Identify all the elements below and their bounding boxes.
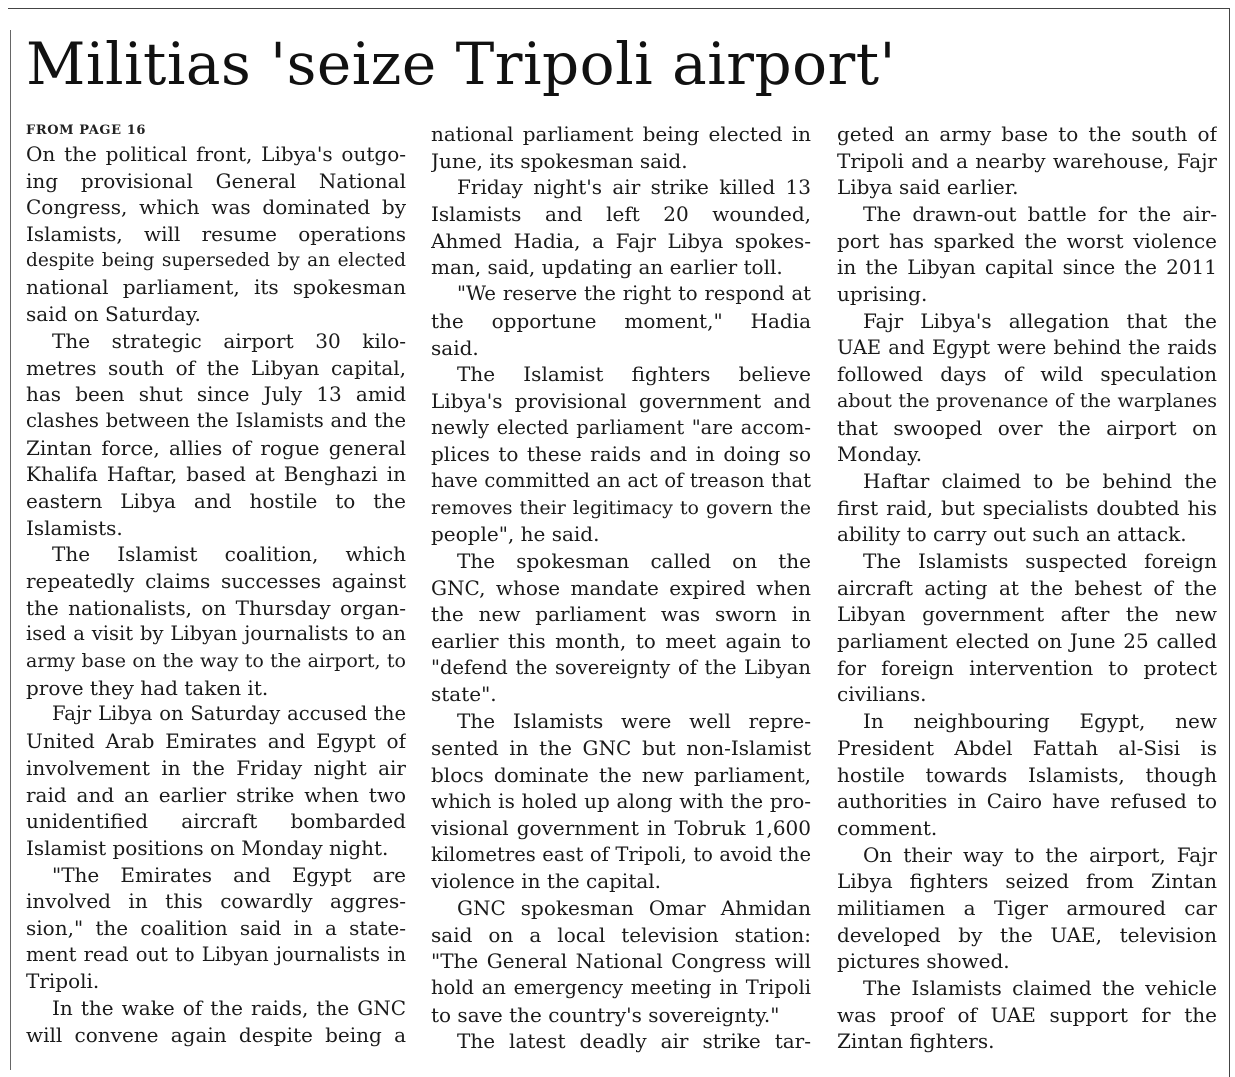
text-line: The Islamist fighters believe xyxy=(457,362,811,387)
text-line: which is holed up along with the pro- xyxy=(431,789,811,814)
text-line: The spokesman called on the xyxy=(457,549,811,573)
text-line: clashes between the Islamists and the xyxy=(26,408,406,432)
text-line: involvement in the Friday night air xyxy=(26,755,406,780)
text-line: Libya said earlier. xyxy=(837,175,1019,200)
text-line: Islamists. xyxy=(26,515,123,540)
text-line: "The Emirates and Egypt are xyxy=(52,862,406,887)
text-line: June, its spokesman said. xyxy=(431,148,688,173)
text-line: hold an emergency meeting in Tripoli xyxy=(431,976,811,999)
text-line: have committed an act of treason that xyxy=(431,468,811,492)
text-line: eastern Libya and hostile to the xyxy=(26,488,406,513)
text-line: to save the country's sovereignty." xyxy=(431,1002,780,1027)
text-line: United Arab Emirates and Egypt of xyxy=(26,729,406,754)
text-line: has been shut since July 13 amid xyxy=(26,382,406,407)
text-line: Fajr Libya on Saturday accused the xyxy=(52,702,406,726)
text-line: ability to carry out such an attack. xyxy=(837,522,1187,547)
text-line: army base on the way to the airport, to xyxy=(26,650,406,673)
text-line: Congress, which was dominated by xyxy=(26,195,406,220)
text-line: said. xyxy=(431,335,479,360)
text-line: port has sparked the worst violence xyxy=(837,228,1217,253)
text-line: Monday. xyxy=(837,442,923,467)
text-line: ing provisional General National xyxy=(26,168,406,193)
text-line: UAE and Egypt were behind the raids xyxy=(837,335,1217,359)
kicker-from-page: FROM PAGE 16 xyxy=(26,123,147,138)
text-line: "The General National Congress will xyxy=(431,949,811,974)
text-line: developed by the UAE, television xyxy=(837,922,1217,947)
text-line: geted an army base to the south of xyxy=(837,122,1217,146)
text-line: said on Saturday. xyxy=(26,302,201,327)
text-line: uprising. xyxy=(837,282,928,307)
text-line: "We reserve the right to respond at xyxy=(457,282,811,306)
text-line: Friday night's air strike killed 13 xyxy=(457,175,811,200)
text-line: Fajr Libya's allegation that the xyxy=(863,308,1217,333)
text-line: the new parliament was sworn in xyxy=(431,602,811,627)
text-line: sion," the coalition said in a state- xyxy=(26,915,406,940)
column-2-body xyxy=(431,121,811,1055)
text-line: first raid, but specialists doubted his xyxy=(837,495,1217,520)
text-line: The Islamists suspected foreign xyxy=(863,549,1217,573)
text-line: In the wake of the raids, the GNC xyxy=(52,996,406,1020)
text-line: militiamen a Tiger armoured car xyxy=(837,895,1217,920)
text-line: Islamists and left 20 wounded, xyxy=(431,202,811,227)
text-line: was proof of UAE support for the xyxy=(837,1002,1217,1027)
text-line: Ahmed Hadia, a Fajr Libya spokes- xyxy=(431,228,811,253)
text-line: Libyan government after the new xyxy=(837,602,1217,627)
text-line: On the political front, Libya's outgo- xyxy=(26,142,406,166)
text-line: unidentified aircraft bombarded xyxy=(26,809,406,834)
text-line: aircraft acting at the behest of the xyxy=(837,575,1217,600)
text-line: ment read out to Libyan journalists in xyxy=(26,942,406,966)
text-line: prove they had taken it. xyxy=(26,675,269,700)
text-line: earlier this month, to meet again to xyxy=(431,629,811,654)
text-line: the nationalists, on Thursday organ- xyxy=(26,595,406,620)
text-line: Islamist positions on Monday night. xyxy=(26,835,389,860)
text-line: national parliament being elected in xyxy=(431,122,811,146)
text-line: pictures showed. xyxy=(837,949,1010,974)
column-3-body xyxy=(837,121,1217,1055)
text-line: comment. xyxy=(837,815,938,840)
text-line: "defend the sovereignty of the Libyan xyxy=(431,655,811,679)
left-border-rule xyxy=(10,30,11,1070)
text-line: for foreign intervention to protect xyxy=(837,655,1217,680)
text-line: The strategic airport 30 kilo- xyxy=(52,328,406,353)
right-border-rule xyxy=(1229,8,1230,1077)
text-line: civilians. xyxy=(837,682,927,707)
column-1-body xyxy=(26,141,406,1048)
text-line: GNC, whose mandate expired when xyxy=(431,575,811,600)
text-line: Zintan force, allies of rogue general xyxy=(26,435,406,460)
text-line: In neighbouring Egypt, new xyxy=(863,709,1217,734)
text-line: followed days of wild speculation xyxy=(837,362,1217,387)
text-line: newly elected parliament "are accom- xyxy=(431,415,811,439)
text-line: blocs dominate the new parliament, xyxy=(431,762,811,787)
headline: Militias 'seize Tripoli airport' xyxy=(26,30,896,98)
text-line: On their way to the airport, Fajr xyxy=(863,842,1217,867)
top-border-rule xyxy=(8,8,1230,9)
text-line: Tripoli and a nearby warehouse, Fajr xyxy=(837,148,1217,173)
text-line: that swooped over the airport on xyxy=(837,415,1217,440)
text-line: people", he said. xyxy=(431,522,600,547)
text-line: Khalifa Haftar, based at Benghazi in xyxy=(26,462,406,487)
text-line: about the provenance of the warplanes xyxy=(837,389,1217,412)
text-line: the opportune moment," Hadia xyxy=(431,308,811,333)
text-line: plices to these raids and in doing so xyxy=(431,442,811,467)
text-line: GNC spokesman Omar Ahmidan xyxy=(457,895,811,920)
text-line: The Islamists were well repre- xyxy=(457,709,811,734)
text-line: Haftar claimed to be behind the xyxy=(863,468,1217,493)
text-line: repeatedly claims successes against xyxy=(26,569,406,593)
text-line: parliament elected on June 25 called xyxy=(837,629,1217,654)
text-line: The latest deadly air strike tar- xyxy=(457,1029,811,1054)
text-line: raid and an earlier strike when two xyxy=(26,782,406,807)
text-line: despite being superseded by an elected xyxy=(26,249,406,271)
text-line: metres south of the Libyan capital, xyxy=(26,355,406,380)
text-line: Libya fighters seized from Zintan xyxy=(837,869,1217,894)
text-line: Libya's provisional government and xyxy=(431,388,811,413)
text-line: violence in the capital. xyxy=(431,869,662,894)
text-line: authorities in Cairo have refused to xyxy=(837,789,1217,814)
text-line: President Abdel Fattah al-Sisi is xyxy=(837,735,1217,760)
text-line: will convene again despite being a xyxy=(26,1022,406,1047)
text-line: The Islamist coalition, which xyxy=(52,542,406,567)
text-line: involved in this cowardly aggres- xyxy=(26,889,406,914)
text-line: said on a local television station: xyxy=(431,922,811,947)
text-line: removes their legitimacy to govern the xyxy=(431,496,811,519)
text-line: in the Libyan capital since the 2011 xyxy=(837,255,1217,280)
text-line: man, said, updating an earlier toll. xyxy=(431,255,783,280)
text-line: Islamists, will resume operations xyxy=(26,222,406,247)
text-line: The drawn-out battle for the air- xyxy=(863,202,1217,227)
text-line: visional government in Tobruk 1,600 xyxy=(431,815,811,840)
text-line: ised a visit by Libyan journalists to an xyxy=(26,622,406,646)
text-line: kilometres east of Tripoli, to avoid the xyxy=(431,842,811,866)
text-line: state". xyxy=(431,682,497,707)
article-column-1 xyxy=(26,121,406,1071)
text-line: Tripoli. xyxy=(26,969,100,994)
text-line: The Islamists claimed the vehicle xyxy=(863,976,1217,1000)
text-line: hostile towards Islamists, though xyxy=(837,762,1217,787)
text-line: national parliament, its spokesman xyxy=(26,275,406,300)
text-line: sented in the GNC but non-Islamist xyxy=(431,735,811,760)
text-line: Zintan fighters. xyxy=(837,1029,995,1054)
article-column-3 xyxy=(837,121,1217,1071)
article-column-2 xyxy=(431,121,811,1071)
